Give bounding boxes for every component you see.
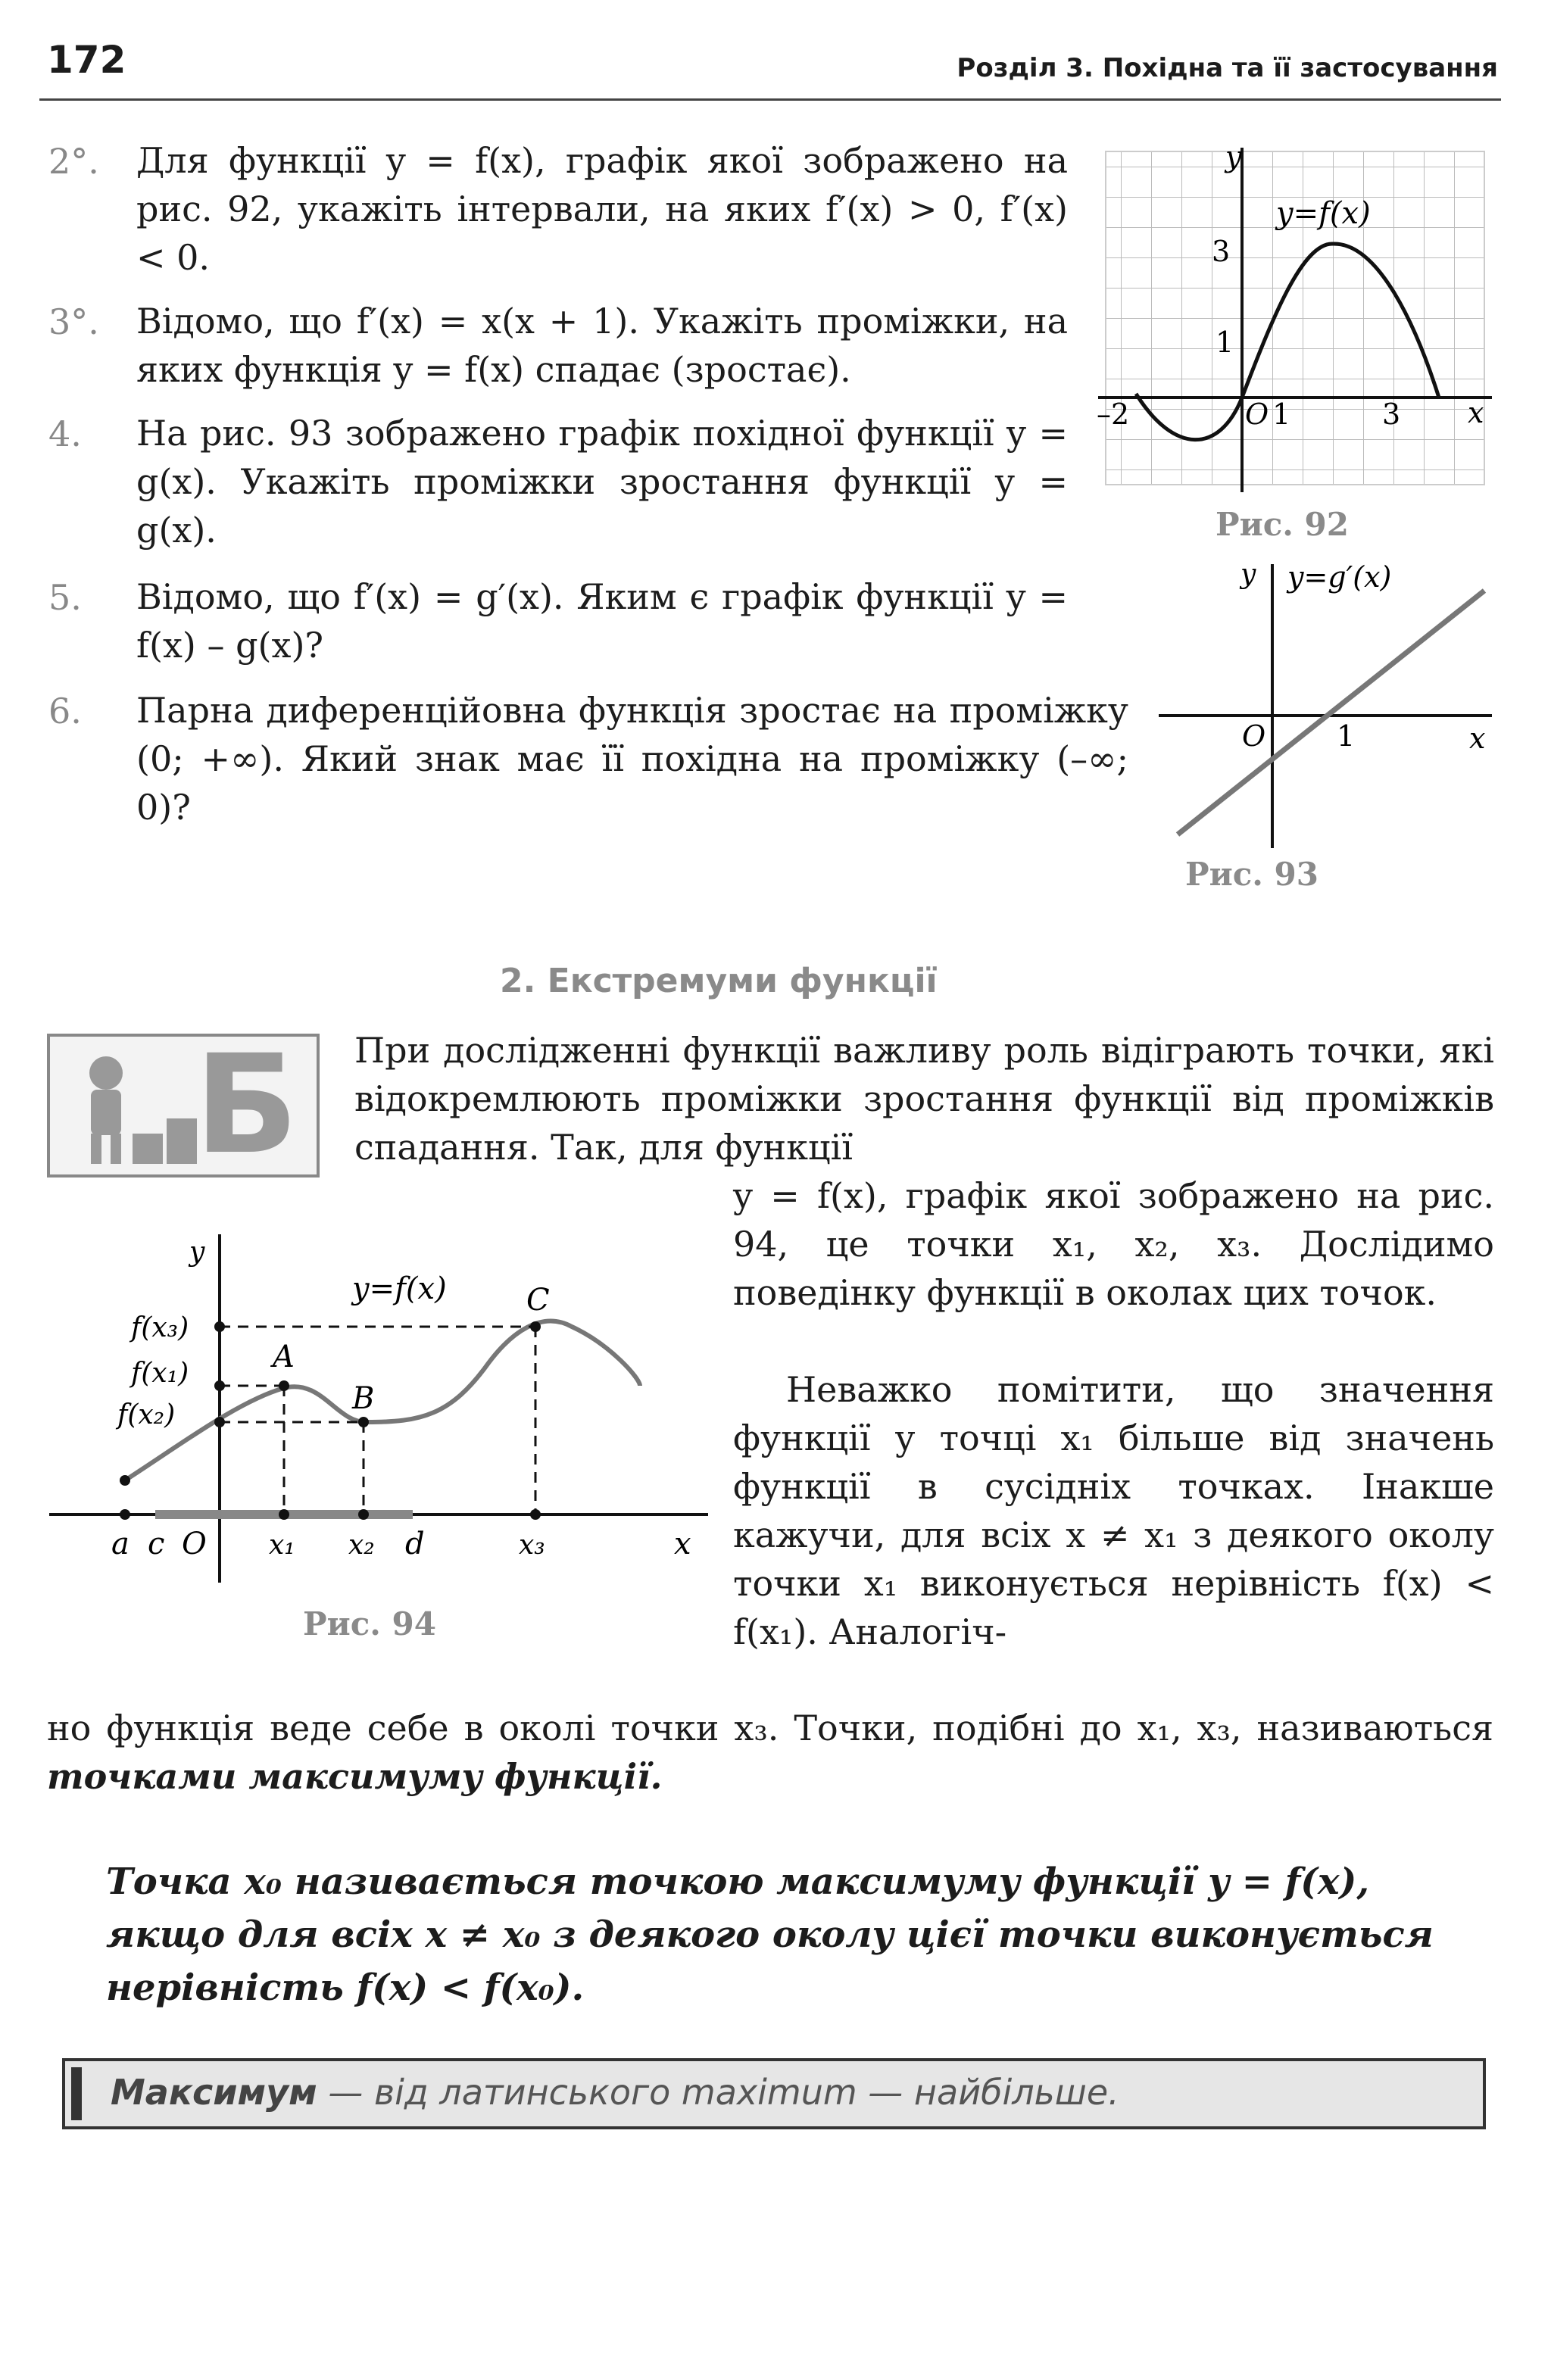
note-rest: — від латинського maximum — найбільше. xyxy=(317,2072,1119,2113)
running-title: Розділ 3. Похідна та її застосування xyxy=(957,53,1498,83)
paragraph-observation: Неважко помітити, що значення функції у точці x₁ більше від значень функції в сусідніх точках. Інакше кажучи, для всіх x ≠ x₁ з деякого околу точки x₁ виконується нерівність f(x) < f(x₁). Аналогіч- xyxy=(733,1369,1494,1652)
figure-94-caption: Рис. 94 xyxy=(303,1605,436,1642)
section-badge xyxy=(47,1026,320,1184)
note-term: Максимум xyxy=(111,2072,317,2113)
dot-x1 xyxy=(279,1509,289,1520)
axis-label-y: y xyxy=(1225,140,1242,173)
label-d: d xyxy=(405,1527,425,1561)
label-x2: x₂ xyxy=(348,1530,375,1561)
dot-x2 xyxy=(358,1509,369,1520)
definition-maximum: Точка x₀ називається точкою максимуму функції y = f(x), якщо для всіх x ≠ x₀ з деякого околу цієї точки виконується нерівність f(x) < f(x₀). xyxy=(106,1861,1434,2009)
paragraph-intro: При дослідженні функції важливу роль відіграють точки, які відокремлюють проміжки зростання функції від проміжків спадання. Так, для функції xyxy=(354,1030,1494,1168)
label-x3: x₃ xyxy=(519,1530,545,1561)
tick-x1: 1 xyxy=(1272,398,1291,431)
dot-x3 xyxy=(530,1509,541,1520)
exercise-number: 6. xyxy=(48,691,82,731)
point-a xyxy=(279,1380,289,1391)
tick-origin: O xyxy=(1245,398,1269,431)
note-text xyxy=(111,2072,1119,2113)
figure-93-caption: Рис. 93 xyxy=(1185,856,1319,893)
point-c xyxy=(530,1321,541,1332)
note-bar xyxy=(71,2067,82,2120)
etymology-note xyxy=(62,2058,1486,2129)
paragraph-intro-wrap: y = f(x), графік якої зображено на рис. 94, це точки x₁, x₂, x₃. Дослідимо поведінку функції в околах цих точок. xyxy=(733,1175,1494,1313)
axis-label-x: x xyxy=(674,1527,691,1561)
tick-x1: 1 xyxy=(1337,719,1356,753)
label-b: B xyxy=(352,1381,375,1416)
figure-92 xyxy=(1091,136,1500,515)
label-origin: O xyxy=(182,1527,207,1561)
dot-fx1 xyxy=(214,1380,225,1391)
axis-label-x: x xyxy=(1469,722,1486,755)
label-a: A xyxy=(273,1340,295,1374)
label-c: C xyxy=(526,1283,550,1318)
label-fx3: f(x₃) xyxy=(131,1312,189,1343)
paragraph-continuation xyxy=(47,1704,1493,1801)
tick-origin: O xyxy=(1242,719,1266,753)
axis-label-y: y xyxy=(1240,559,1256,590)
axis-label-x: x xyxy=(1468,396,1484,429)
dot-fx2 xyxy=(214,1417,225,1427)
exercise-text: Для функції y = f(x), графік якої зображено на рис. 92, укажіть інтервали, на яких f′(x) > 0, f′(x) < 0. xyxy=(136,140,1068,278)
exercise-number: 3°. xyxy=(48,301,99,342)
label-c-x: c xyxy=(148,1527,165,1561)
exercise-text: На рис. 93 зображено графік похідної функції y = g(x). Укажіть проміжки зростання функції y = g(x). xyxy=(136,413,1068,551)
dot-a xyxy=(120,1509,130,1520)
dot-fx3 xyxy=(214,1321,225,1332)
header-rule xyxy=(39,98,1501,101)
exercise-text: Відомо, що f′(x) = g′(x). Яким є графік функції y = f(x) – g(x)? xyxy=(136,576,1068,666)
label-a-x: a xyxy=(111,1527,130,1561)
exercise-text: Відомо, що f′(x) = x(x + 1). Укажіть проміжки, на яких функція y = f(x) спадає (зростає). xyxy=(136,301,1068,390)
continuation-text: но функція веде себе в околі точки x₃. Точки, подібні до x₁, x₃, називаються xyxy=(47,1708,1493,1748)
exercise-number: 5. xyxy=(48,577,82,618)
figure-93 xyxy=(1151,553,1500,856)
derivative-line xyxy=(1178,591,1484,834)
axis-label-y: y xyxy=(189,1237,205,1268)
term-maximum-points: точками максимуму функції. xyxy=(47,1756,663,1797)
curve-label: y=f(x) xyxy=(352,1271,447,1306)
point-start xyxy=(120,1475,130,1486)
label-fx2: f(x₂) xyxy=(117,1399,176,1430)
badge-letter: Б xyxy=(194,1026,298,1184)
figure-94 xyxy=(42,1227,723,1590)
page-number: 172 xyxy=(47,38,126,82)
label-x1: x₁ xyxy=(269,1530,295,1561)
tick-y3: 3 xyxy=(1212,235,1231,268)
tick-x-neg2: –2 xyxy=(1097,398,1130,431)
student-icon xyxy=(61,1043,204,1171)
exercise-text: Парна диференційовна функція зростає на проміжку (0; +∞). Який знак має її похідна на проміжку (–∞; 0)? xyxy=(136,690,1128,828)
tick-y1: 1 xyxy=(1216,326,1234,359)
curve-label: y=f(x) xyxy=(1276,196,1371,231)
exercise-number: 2°. xyxy=(48,141,99,182)
figure-92-caption: Рис. 92 xyxy=(1216,506,1349,543)
exercise-number: 4. xyxy=(48,413,82,454)
tick-x3: 3 xyxy=(1382,398,1401,431)
label-fx1: f(x₁) xyxy=(131,1358,189,1389)
curve-label: y=g′(x) xyxy=(1287,560,1392,594)
section-title: 2. Екстремуми функції xyxy=(500,962,938,1000)
point-b xyxy=(358,1417,369,1427)
curve-f xyxy=(125,1321,640,1480)
